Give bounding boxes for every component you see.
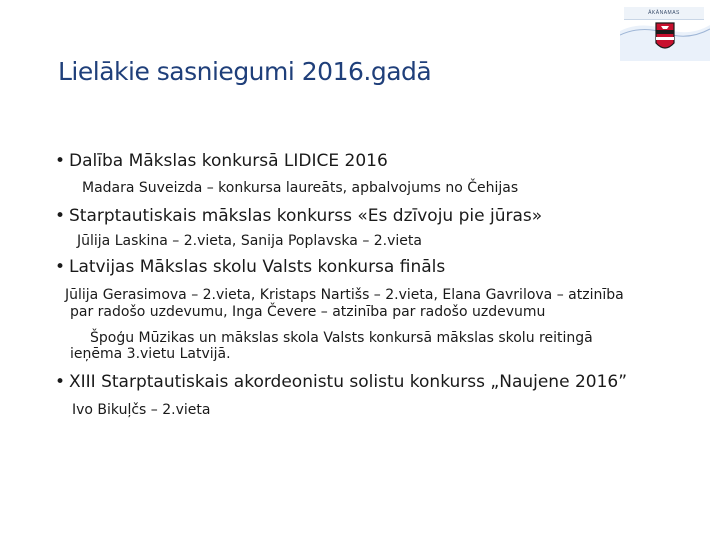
page-title: Lielākie sasniegumi 2016.gadā bbox=[58, 57, 432, 86]
bullet-icon: • bbox=[55, 206, 66, 226]
list-item-heading bbox=[55, 257, 445, 277]
bullet-icon: • bbox=[55, 372, 66, 392]
list-item-heading bbox=[55, 372, 627, 392]
item-detail: par radošo uzdevumu, Inga Čevere – atzinība par radošo uzdevumu bbox=[70, 304, 546, 320]
item-heading-text: Starptautiskais mākslas konkurss «Es dzīvoju pie jūras» bbox=[69, 206, 543, 226]
bullet-icon: • bbox=[55, 151, 66, 171]
item-detail: Jūlija Laskina – 2.vieta, Sanija Poplavska – 2.vieta bbox=[77, 233, 422, 249]
school-logo bbox=[620, 3, 710, 61]
item-heading-text: XIII Starptautiskais akordeonistu solistu konkurss „Naujene 2016” bbox=[69, 372, 628, 392]
item-detail: ieņēma 3.vietu Latvijā. bbox=[70, 346, 231, 362]
item-heading-text: Latvijas Mākslas skolu Valsts konkursa fināls bbox=[69, 257, 446, 277]
logo-banner: ĀKĀNAMAS bbox=[624, 7, 704, 20]
item-detail: Madara Suveizda – konkursa laureāts, apbalvojums no Čehijas bbox=[82, 180, 519, 196]
item-detail: Ivo Bikuļčs – 2.vieta bbox=[72, 402, 211, 418]
list-item-heading bbox=[55, 206, 542, 226]
item-detail: Špoģu Mūzikas un mākslas skola Valsts konkursā mākslas skolu reitingā bbox=[90, 330, 593, 346]
item-heading-text: Dalība Mākslas konkursā LIDICE 2016 bbox=[69, 151, 388, 171]
coat-of-arms-shield-icon bbox=[620, 17, 710, 61]
bullet-icon: • bbox=[55, 257, 66, 277]
item-detail: Jūlija Gerasimova – 2.vieta, Kristaps Nartišs – 2.vieta, Elana Gavrilova – atzinība bbox=[65, 287, 624, 303]
list-item-heading bbox=[55, 151, 388, 171]
